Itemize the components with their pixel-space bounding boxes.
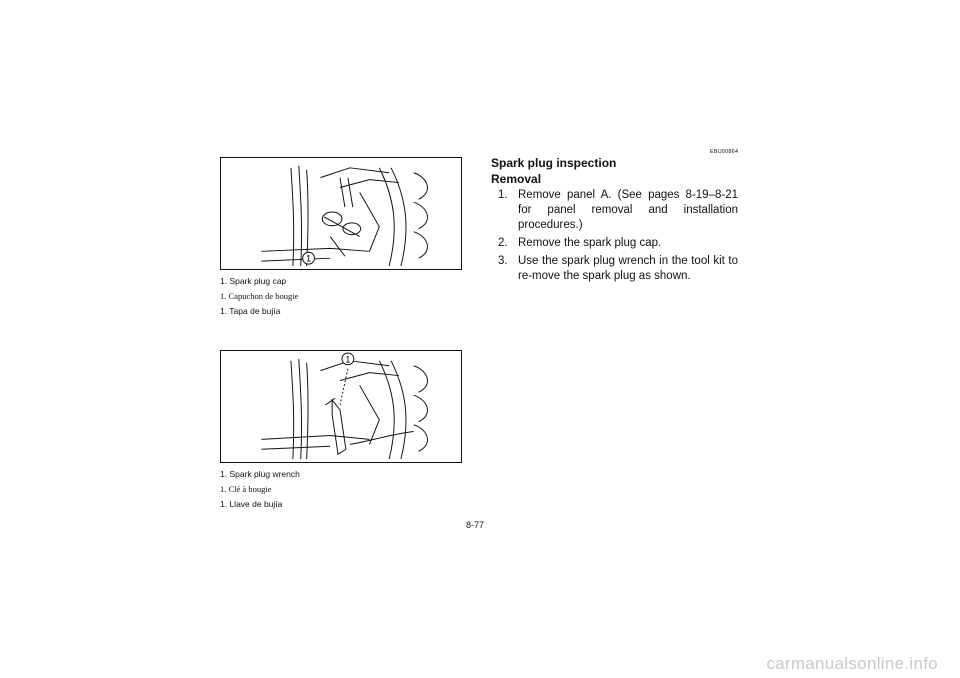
step-number: 1. bbox=[498, 189, 508, 201]
step-number: 3. bbox=[498, 255, 508, 267]
step-text: Remove the spark plug cap. bbox=[518, 237, 662, 249]
caption-french: 1. Clé à bougie bbox=[220, 484, 272, 494]
step-item bbox=[498, 254, 738, 284]
caption-spanish: 1. Llave de bujía bbox=[220, 499, 283, 509]
step-number: 2. bbox=[498, 237, 508, 249]
spark-plug-wrench-illustration bbox=[221, 351, 461, 462]
figure-spark-plug-wrench bbox=[220, 350, 462, 463]
caption-spanish: 1. Tapa de bujía bbox=[220, 306, 281, 316]
callout-number: 1 bbox=[306, 253, 312, 264]
section-title: Spark plug inspection bbox=[491, 156, 617, 170]
caption-english: 1. Spark plug wrench bbox=[220, 469, 300, 479]
figure-1-captions bbox=[220, 276, 298, 321]
figure-spark-plug-cap bbox=[220, 157, 462, 270]
watermark: carmanualsonline.info bbox=[766, 654, 938, 673]
step-text: Use the spark plug wrench in the tool kit to re-move the spark plug as shown. bbox=[518, 255, 738, 282]
subsection-title: Removal bbox=[491, 172, 542, 186]
page-number: 8-77 bbox=[466, 520, 485, 530]
caption-french: 1. Capuchon de bougie bbox=[220, 291, 299, 301]
step-text: Remove panel A. (See pages 8-19–8-21 for panel removal and installation procedures.) bbox=[518, 189, 738, 231]
section-code: EBU00864 bbox=[710, 149, 739, 155]
step-item bbox=[498, 188, 738, 233]
callout-number: 1 bbox=[345, 354, 351, 365]
step-item bbox=[498, 236, 738, 251]
caption-english: 1. Spark plug cap bbox=[220, 276, 287, 286]
spark-plug-cap-illustration bbox=[221, 158, 461, 269]
removal-steps bbox=[498, 188, 738, 287]
figure-2-captions bbox=[220, 469, 300, 514]
